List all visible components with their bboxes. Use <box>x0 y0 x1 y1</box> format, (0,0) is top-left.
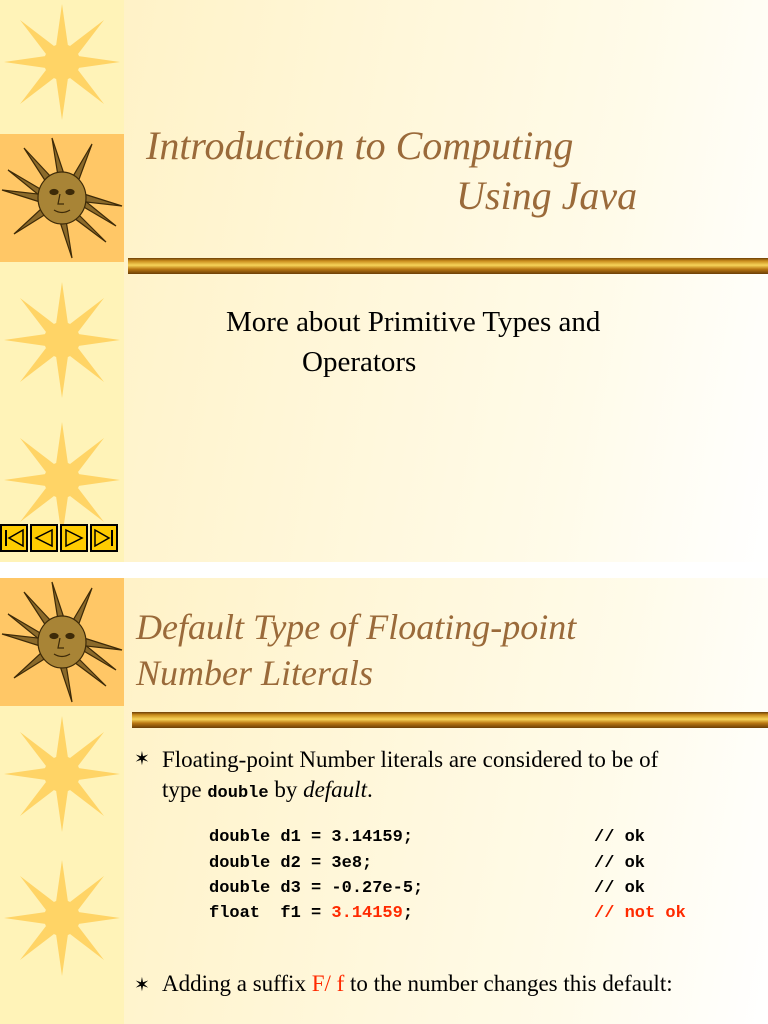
bullet-star-icon: ✶ <box>134 975 150 996</box>
inline-code: double <box>207 784 269 803</box>
sun-face-icon <box>0 578 124 706</box>
bullet-2 <box>162 968 673 999</box>
title-divider <box>128 258 768 274</box>
text-segment: type <box>162 777 208 802</box>
decorative-sun-strip <box>0 0 124 562</box>
suffix-highlight: F/ f <box>311 971 345 996</box>
subtitle-line-2: Operators <box>302 346 417 378</box>
bullet-1-line-1: Floating-point Number literals are considered to be of <box>162 747 659 772</box>
slide-title-line-2: Number Literals <box>136 653 374 693</box>
triangle-right-icon <box>63 528 85 548</box>
code-declaration: double d3 = <box>209 879 332 898</box>
slide-separator <box>0 562 768 578</box>
slide-title-line-2: Using Java <box>456 173 638 218</box>
slide-2 <box>0 578 768 1024</box>
code-value: 3e8 <box>331 854 363 873</box>
text-segment: Adding a suffix <box>162 971 312 996</box>
sun-pattern-icon <box>0 0 124 562</box>
code-declaration: double d1 = <box>209 828 332 847</box>
code-line <box>209 854 372 879</box>
code-comment: // not ok <box>594 904 686 923</box>
triangle-left-icon <box>33 528 55 548</box>
skip-last-icon <box>93 528 115 548</box>
subtitle-line-1: More about Primitive Types and <box>226 306 601 338</box>
code-terminator: ; <box>402 904 414 923</box>
sun-face-icon <box>0 134 124 262</box>
first-slide-button[interactable] <box>0 524 28 552</box>
title-divider <box>132 712 768 728</box>
code-value: -0.27e-5 <box>331 879 414 898</box>
code-declaration: double d2 = <box>209 854 332 873</box>
bullet-1-line-2 <box>162 774 373 809</box>
code-value: 3.14159 <box>331 828 403 847</box>
sun-face-image <box>0 134 124 262</box>
code-line <box>209 828 413 853</box>
code-declaration: float f1 = <box>209 904 332 923</box>
bullet-star-icon: ✶ <box>134 749 150 770</box>
next-slide-button[interactable] <box>60 524 88 552</box>
code-comment: // ok <box>594 828 646 847</box>
emphasis-text: default <box>303 777 367 802</box>
code-value: 3.14159 <box>331 904 403 923</box>
code-terminator: ; <box>402 828 414 847</box>
code-comment: // ok <box>594 879 646 898</box>
code-line <box>209 879 423 904</box>
last-slide-button[interactable] <box>90 524 118 552</box>
code-comment: // ok <box>594 854 646 873</box>
sun-face-image <box>0 578 124 706</box>
code-line <box>209 904 413 929</box>
slide-navigation <box>0 524 120 556</box>
text-segment: by <box>268 777 304 802</box>
code-terminator: ; <box>413 879 424 898</box>
text-segment: . <box>366 777 373 802</box>
previous-slide-button[interactable] <box>30 524 58 552</box>
code-terminator: ; <box>362 854 373 873</box>
slide-title-line-1: Introduction to Computing <box>146 123 574 168</box>
skip-first-icon <box>3 528 25 548</box>
text-segment: to the number changes this default: <box>344 971 673 996</box>
slide-title-line-1: Default Type of Floating-point <box>136 607 577 647</box>
